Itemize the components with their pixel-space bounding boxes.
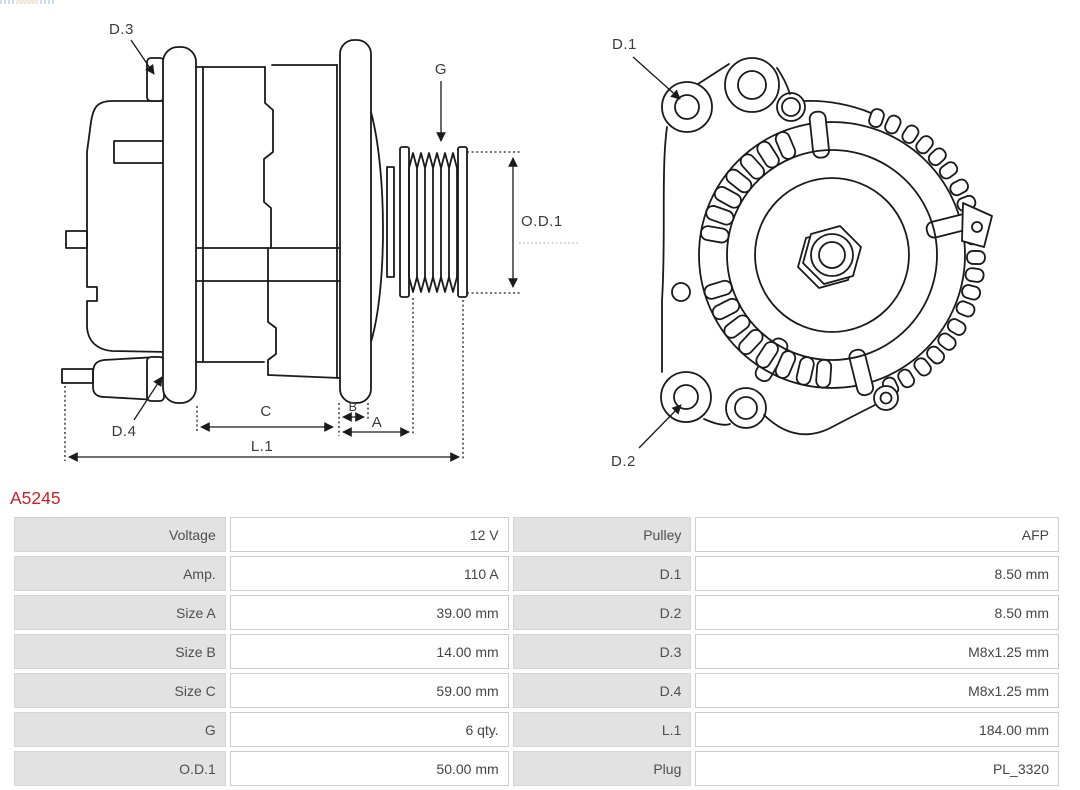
- dim-label-c: C: [260, 403, 272, 420]
- dim-label-d2: D.2: [611, 453, 636, 470]
- spec-label-cell: Plug: [513, 751, 692, 786]
- spec-value-cell: 14.00 mm: [230, 634, 509, 669]
- spec-row: [14, 751, 1059, 786]
- spec-label-cell: Size C: [14, 673, 226, 708]
- spec-label-cell: Voltage: [14, 517, 226, 552]
- spec-value-cell: PL_3320: [695, 751, 1059, 786]
- dim-label-d4: D.4: [111, 423, 137, 440]
- dim-label-d1: D.1: [612, 36, 637, 53]
- spec-row: [14, 634, 1059, 669]
- spec-label-cell: Size A: [14, 595, 226, 630]
- dim-label-l1: L.1: [250, 438, 274, 455]
- spec-label-cell: D.3: [513, 634, 692, 669]
- spec-label-cell: L.1: [513, 712, 692, 747]
- spec-value-cell: 6 qty.: [230, 712, 509, 747]
- spec-value-cell: 8.50 mm: [695, 556, 1059, 591]
- spec-row: [14, 595, 1059, 630]
- spec-label-cell: O.D.1: [14, 751, 226, 786]
- spec-label-cell: D.2: [513, 595, 692, 630]
- spec-value-cell: 110 A: [230, 556, 509, 591]
- alternator-rear-view-diagram: [582, 0, 1060, 485]
- spec-value-cell: 184.00 mm: [695, 712, 1059, 747]
- spec-label-cell: Amp.: [14, 556, 226, 591]
- part-number: A5245: [10, 488, 61, 508]
- spec-row: [14, 556, 1059, 591]
- dim-label-a: A: [371, 414, 383, 431]
- spec-label-cell: D.1: [513, 556, 692, 591]
- spec-value-cell: 12 V: [230, 517, 509, 552]
- side-view-drawing: [62, 40, 467, 403]
- spec-label-cell: G: [14, 712, 226, 747]
- spec-label-cell: D.4: [513, 673, 692, 708]
- spec-value-cell: M8x1.25 mm: [695, 634, 1059, 669]
- spec-table: [10, 513, 1063, 790]
- spec-row: [14, 673, 1059, 708]
- spec-value-cell: 39.00 mm: [230, 595, 509, 630]
- spec-row: [14, 712, 1059, 747]
- dim-label-g: G: [434, 61, 448, 78]
- alternator-side-view-diagram: [0, 0, 580, 485]
- spec-value-cell: AFP: [695, 517, 1059, 552]
- spec-value-cell: M8x1.25 mm: [695, 673, 1059, 708]
- dim-label-b: B: [348, 400, 358, 414]
- dim-label-d3: D.3: [109, 21, 134, 38]
- rear-view-drawing: [661, 58, 992, 434]
- spec-value-cell: 59.00 mm: [230, 673, 509, 708]
- spec-label-cell: Size B: [14, 634, 226, 669]
- spec-label-cell: Pulley: [513, 517, 692, 552]
- spec-value-cell: 50.00 mm: [230, 751, 509, 786]
- side-view-dimensions: [65, 40, 580, 461]
- spec-value-cell: 8.50 mm: [695, 595, 1059, 630]
- dim-label-od1: O.D.1: [521, 213, 563, 230]
- spec-row: [14, 517, 1059, 552]
